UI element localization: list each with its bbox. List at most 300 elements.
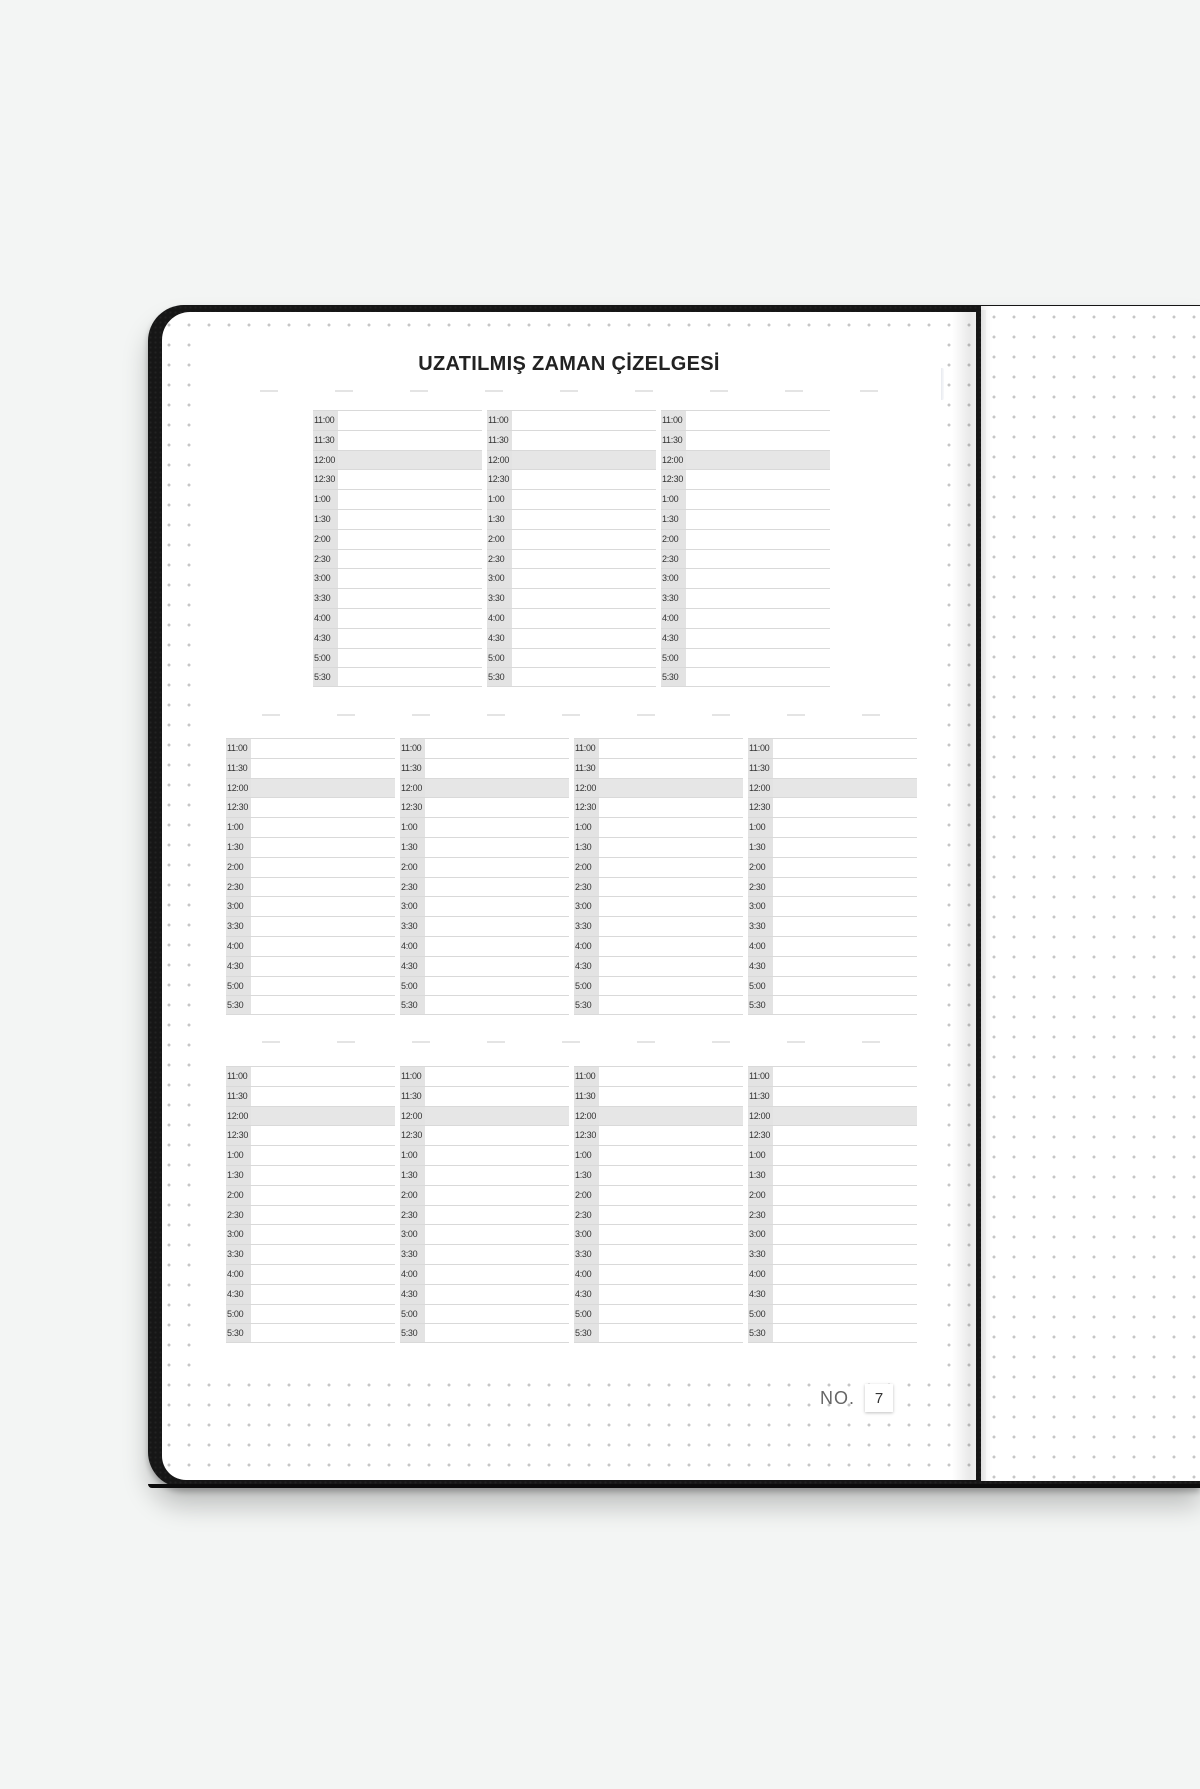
time-slot-label: 12:30 — [226, 1126, 251, 1145]
time-slot-row — [487, 588, 656, 608]
time-slot-row — [400, 956, 569, 976]
time-slot-label: 2:00 — [574, 1186, 599, 1205]
time-slot-row — [574, 995, 743, 1015]
page-title: UZATILMIŞ ZAMAN ÇİZELGESİ — [418, 353, 720, 375]
time-slot-row — [487, 628, 656, 648]
time-slot-row — [400, 1185, 569, 1205]
time-slot-label: 3:30 — [313, 589, 338, 608]
time-slot-label: 11:00 — [748, 1067, 773, 1086]
time-slot-label: 3:00 — [313, 569, 338, 588]
time-slot-label: 11:30 — [226, 759, 251, 778]
time-slot-row — [574, 976, 743, 996]
time-slot-row — [748, 797, 917, 817]
schedule-column — [748, 1066, 917, 1343]
time-slot-label: 11:00 — [400, 739, 425, 758]
time-slot-row — [574, 758, 743, 778]
time-slot-row — [574, 1244, 743, 1264]
time-slot-row — [487, 608, 656, 628]
time-slot-label: 5:00 — [574, 1305, 599, 1324]
dash-rule — [262, 1041, 882, 1043]
time-slot-label: 11:30 — [226, 1087, 251, 1106]
time-slot-row — [226, 758, 395, 778]
time-slot-label: 3:30 — [748, 1245, 773, 1264]
time-slot-row — [226, 1125, 395, 1145]
time-slot-row — [748, 1323, 917, 1343]
time-slot-row — [226, 936, 395, 956]
time-slot-label: 5:30 — [748, 996, 773, 1014]
schedule-column — [400, 1066, 569, 1343]
time-slot-label: 5:00 — [313, 649, 338, 668]
time-slot-label: 2:30 — [313, 550, 338, 569]
time-slot-row — [226, 837, 395, 857]
time-slot-row — [487, 648, 656, 668]
time-slot-label: 5:30 — [400, 996, 425, 1014]
time-slot-label: 2:00 — [661, 530, 686, 549]
page-number-label: NO. — [820, 1387, 856, 1408]
time-slot-row — [226, 1224, 395, 1244]
time-slot-label: 2:30 — [748, 1206, 773, 1225]
time-slot-label: 3:00 — [748, 897, 773, 916]
time-slot-label: 12:00 — [400, 779, 425, 798]
time-slot-label: 1:30 — [400, 1166, 425, 1185]
time-slot-row — [748, 778, 917, 798]
page-number-box: 7 — [865, 1384, 893, 1412]
time-slot-label: 12:30 — [748, 1126, 773, 1145]
time-slot-label: 1:00 — [226, 1146, 251, 1165]
time-slot-row — [661, 450, 830, 470]
time-slot-label: 5:00 — [487, 649, 512, 668]
time-slot-row — [574, 1165, 743, 1185]
time-slot-label: 12:30 — [400, 798, 425, 817]
time-slot-label: 12:00 — [748, 779, 773, 798]
time-slot-row — [487, 430, 656, 450]
time-slot-label: 3:00 — [226, 1225, 251, 1244]
time-slot-row — [574, 916, 743, 936]
schedule-column — [661, 410, 830, 687]
time-slot-row — [661, 509, 830, 529]
time-slot-row — [226, 1205, 395, 1225]
time-slot-label: 3:30 — [400, 1245, 425, 1264]
time-slot-label: 12:30 — [400, 1126, 425, 1145]
time-slot-label: 11:30 — [748, 759, 773, 778]
time-slot-row — [748, 956, 917, 976]
time-slot-row — [313, 667, 482, 687]
time-slot-row — [400, 817, 569, 837]
time-slot-row — [661, 469, 830, 489]
time-slot-label: 4:00 — [661, 609, 686, 628]
time-slot-label: 2:30 — [226, 1206, 251, 1225]
time-slot-label: 11:00 — [487, 411, 512, 430]
time-slot-label: 2:30 — [574, 878, 599, 897]
schedule-column — [574, 738, 743, 1015]
time-slot-label: 1:00 — [574, 818, 599, 837]
time-slot-row — [400, 738, 569, 758]
time-slot-row — [487, 529, 656, 549]
time-slot-row — [226, 1323, 395, 1343]
time-slot-label: 1:00 — [400, 1146, 425, 1165]
time-slot-row — [661, 628, 830, 648]
time-slot-label: 3:00 — [574, 897, 599, 916]
time-slot-row — [748, 1086, 917, 1106]
time-slot-label: 3:00 — [226, 897, 251, 916]
time-slot-label: 4:30 — [574, 957, 599, 976]
time-slot-row — [400, 896, 569, 916]
time-slot-label: 12:30 — [487, 470, 512, 489]
time-slot-label: 2:30 — [661, 550, 686, 569]
time-slot-label: 4:00 — [313, 609, 338, 628]
time-slot-label: 12:30 — [748, 798, 773, 817]
time-slot-row — [226, 916, 395, 936]
time-slot-label: 12:00 — [574, 779, 599, 798]
time-slot-row — [748, 877, 917, 897]
time-slot-row — [574, 738, 743, 758]
time-slot-label: 5:30 — [226, 996, 251, 1014]
time-slot-label: 5:30 — [313, 668, 338, 686]
time-slot-label: 11:30 — [661, 431, 686, 450]
schedule-column — [400, 738, 569, 1015]
time-slot-label: 12:00 — [226, 779, 251, 798]
time-slot-row — [313, 608, 482, 628]
time-slot-row — [748, 1106, 917, 1126]
time-slot-label: 1:00 — [748, 1146, 773, 1165]
time-slot-row — [574, 1284, 743, 1304]
time-slot-row — [226, 877, 395, 897]
time-slot-label: 4:30 — [487, 629, 512, 648]
time-slot-label: 1:30 — [748, 838, 773, 857]
time-slot-label: 1:00 — [226, 818, 251, 837]
time-slot-label: 5:30 — [400, 1324, 425, 1342]
time-slot-row — [661, 489, 830, 509]
time-slot-label: 2:00 — [400, 858, 425, 877]
time-slot-row — [400, 1264, 569, 1284]
time-slot-row — [313, 648, 482, 668]
time-slot-row — [574, 1304, 743, 1324]
time-slot-row — [748, 936, 917, 956]
time-slot-row — [661, 588, 830, 608]
time-slot-row — [748, 1264, 917, 1284]
time-slot-label: 5:00 — [748, 977, 773, 996]
time-slot-row — [400, 877, 569, 897]
time-slot-row — [226, 778, 395, 798]
time-slot-row — [400, 1165, 569, 1185]
time-slot-row — [574, 1185, 743, 1205]
time-slot-row — [661, 648, 830, 668]
time-slot-label: 3:00 — [661, 569, 686, 588]
time-slot-row — [400, 758, 569, 778]
time-slot-label: 12:30 — [661, 470, 686, 489]
time-slot-row — [748, 1125, 917, 1145]
time-slot-row — [226, 1066, 395, 1086]
time-slot-label: 5:00 — [400, 1305, 425, 1324]
time-slot-label: 4:00 — [226, 937, 251, 956]
time-slot-row — [574, 1323, 743, 1343]
time-slot-row — [400, 936, 569, 956]
time-slot-row — [226, 995, 395, 1015]
time-slot-label: 11:00 — [400, 1067, 425, 1086]
schedule-section-1 — [313, 410, 830, 687]
time-slot-row — [313, 588, 482, 608]
time-slot-label: 4:00 — [400, 1265, 425, 1284]
time-slot-row — [313, 450, 482, 470]
time-slot-label: 4:00 — [487, 609, 512, 628]
time-slot-row — [748, 995, 917, 1015]
time-slot-row — [226, 738, 395, 758]
time-slot-row — [313, 509, 482, 529]
time-slot-row — [574, 1106, 743, 1126]
time-slot-row — [574, 896, 743, 916]
time-slot-label: 12:00 — [487, 451, 512, 470]
time-slot-label: 2:00 — [487, 530, 512, 549]
time-slot-label: 3:00 — [400, 1225, 425, 1244]
time-slot-row — [661, 529, 830, 549]
time-slot-row — [313, 430, 482, 450]
time-slot-row — [226, 797, 395, 817]
time-slot-label: 4:00 — [748, 1265, 773, 1284]
time-slot-row — [313, 469, 482, 489]
time-slot-label: 4:30 — [574, 1285, 599, 1304]
time-slot-label: 4:30 — [400, 1285, 425, 1304]
time-slot-label: 4:00 — [748, 937, 773, 956]
time-slot-row — [748, 1205, 917, 1225]
schedule-section-3 — [226, 1066, 917, 1343]
time-slot-label: 3:30 — [226, 1245, 251, 1264]
time-slot-label: 1:30 — [574, 838, 599, 857]
time-slot-row — [487, 489, 656, 509]
time-slot-label: 3:30 — [400, 917, 425, 936]
time-slot-row — [748, 738, 917, 758]
page-number — [820, 1384, 893, 1412]
time-slot-label: 3:00 — [487, 569, 512, 588]
time-slot-label: 2:00 — [748, 1186, 773, 1205]
time-slot-row — [313, 628, 482, 648]
time-slot-row — [748, 837, 917, 857]
time-slot-label: 1:30 — [661, 510, 686, 529]
time-slot-row — [400, 1205, 569, 1225]
time-slot-label: 1:30 — [400, 838, 425, 857]
time-slot-label: 11:30 — [313, 431, 338, 450]
time-slot-row — [226, 1165, 395, 1185]
time-slot-row — [487, 667, 656, 687]
schedule-section-2 — [226, 738, 917, 1015]
time-slot-row — [226, 857, 395, 877]
time-slot-row — [574, 817, 743, 837]
time-slot-label: 5:30 — [661, 668, 686, 686]
time-slot-row — [400, 1106, 569, 1126]
time-slot-label: 1:00 — [661, 490, 686, 509]
time-slot-label: 1:30 — [226, 1166, 251, 1185]
time-slot-label: 5:00 — [574, 977, 599, 996]
time-slot-row — [574, 1066, 743, 1086]
time-slot-row — [400, 778, 569, 798]
time-slot-row — [574, 857, 743, 877]
time-slot-label: 12:00 — [226, 1107, 251, 1126]
time-slot-row — [400, 1284, 569, 1304]
time-slot-row — [574, 797, 743, 817]
time-slot-label: 3:30 — [661, 589, 686, 608]
time-slot-label: 3:30 — [574, 917, 599, 936]
time-slot-label: 4:30 — [748, 957, 773, 976]
time-slot-label: 2:00 — [226, 858, 251, 877]
time-slot-label: 3:00 — [748, 1225, 773, 1244]
time-slot-row — [574, 956, 743, 976]
time-slot-label: 11:30 — [400, 1087, 425, 1106]
schedule-column — [487, 410, 656, 687]
time-slot-label: 4:30 — [748, 1285, 773, 1304]
time-slot-row — [748, 1284, 917, 1304]
schedule-column — [226, 738, 395, 1015]
time-slot-row — [574, 837, 743, 857]
time-slot-label: 4:00 — [400, 937, 425, 956]
time-slot-label: 11:00 — [313, 411, 338, 430]
time-slot-row — [487, 469, 656, 489]
time-slot-row — [574, 936, 743, 956]
time-slot-label: 4:00 — [574, 937, 599, 956]
time-slot-row — [748, 1224, 917, 1244]
time-slot-label: 2:30 — [487, 550, 512, 569]
time-slot-row — [574, 1125, 743, 1145]
time-slot-label: 4:30 — [400, 957, 425, 976]
time-slot-row — [574, 1264, 743, 1284]
time-slot-row — [661, 608, 830, 628]
time-slot-label: 1:30 — [226, 838, 251, 857]
time-slot-label: 3:30 — [226, 917, 251, 936]
time-slot-label: 3:00 — [574, 1225, 599, 1244]
time-slot-row — [574, 1086, 743, 1106]
time-slot-label: 12:30 — [226, 798, 251, 817]
time-slot-row — [748, 1185, 917, 1205]
time-slot-label: 2:00 — [400, 1186, 425, 1205]
time-slot-label: 5:00 — [661, 649, 686, 668]
time-slot-label: 4:30 — [313, 629, 338, 648]
time-slot-row — [661, 410, 830, 430]
time-slot-label: 5:30 — [748, 1324, 773, 1342]
time-slot-label: 3:30 — [748, 917, 773, 936]
time-slot-row — [400, 857, 569, 877]
time-slot-label: 11:30 — [487, 431, 512, 450]
time-slot-label: 11:00 — [661, 411, 686, 430]
time-slot-label: 11:00 — [574, 739, 599, 758]
time-slot-row — [487, 549, 656, 569]
time-slot-row — [487, 568, 656, 588]
time-slot-label: 4:30 — [226, 1285, 251, 1304]
time-slot-label: 11:00 — [748, 739, 773, 758]
time-slot-label: 2:00 — [748, 858, 773, 877]
time-slot-label: 11:30 — [574, 1087, 599, 1106]
time-slot-row — [661, 568, 830, 588]
time-slot-row — [400, 1304, 569, 1324]
time-slot-row — [748, 1145, 917, 1165]
time-slot-label: 1:00 — [748, 818, 773, 837]
time-slot-label: 12:30 — [313, 470, 338, 489]
time-slot-row — [487, 410, 656, 430]
time-slot-row — [400, 1244, 569, 1264]
time-slot-row — [226, 1185, 395, 1205]
time-slot-row — [400, 1125, 569, 1145]
time-slot-label: 5:30 — [574, 1324, 599, 1342]
time-slot-row — [748, 758, 917, 778]
time-slot-label: 1:30 — [748, 1166, 773, 1185]
time-slot-label: 5:30 — [226, 1324, 251, 1342]
dash-rule — [262, 714, 882, 716]
time-slot-row — [313, 549, 482, 569]
time-slot-row — [748, 1165, 917, 1185]
time-slot-row — [226, 1106, 395, 1126]
time-slot-label: 1:30 — [487, 510, 512, 529]
time-slot-row — [313, 529, 482, 549]
time-slot-row — [313, 489, 482, 509]
time-slot-label: 12:00 — [661, 451, 686, 470]
time-slot-row — [226, 976, 395, 996]
time-slot-row — [313, 410, 482, 430]
time-slot-label: 3:30 — [574, 1245, 599, 1264]
time-slot-label: 3:00 — [400, 897, 425, 916]
time-slot-label: 1:00 — [574, 1146, 599, 1165]
schedule-column — [748, 738, 917, 1015]
time-slot-row — [400, 916, 569, 936]
time-slot-label: 1:30 — [313, 510, 338, 529]
schedule-column — [574, 1066, 743, 1343]
time-slot-label: 2:00 — [226, 1186, 251, 1205]
time-slot-label: 3:30 — [487, 589, 512, 608]
time-slot-row — [748, 817, 917, 837]
time-slot-row — [226, 1264, 395, 1284]
time-slot-label: 5:30 — [487, 668, 512, 686]
time-slot-row — [748, 976, 917, 996]
time-slot-row — [400, 837, 569, 857]
time-slot-label: 11:30 — [748, 1087, 773, 1106]
time-slot-row — [748, 1066, 917, 1086]
time-slot-label: 11:00 — [226, 1067, 251, 1086]
time-slot-row — [574, 1205, 743, 1225]
time-slot-row — [748, 916, 917, 936]
time-slot-label: 12:30 — [574, 1126, 599, 1145]
time-slot-label: 1:00 — [487, 490, 512, 509]
time-slot-row — [400, 1086, 569, 1106]
time-slot-label: 11:00 — [574, 1067, 599, 1086]
time-slot-label: 1:00 — [313, 490, 338, 509]
time-slot-label: 11:00 — [226, 739, 251, 758]
dash-rule — [260, 390, 880, 392]
time-slot-label: 2:00 — [574, 858, 599, 877]
time-slot-row — [226, 1304, 395, 1324]
time-slot-row — [661, 549, 830, 569]
cover-edge — [148, 1484, 1200, 1488]
time-slot-row — [400, 976, 569, 996]
time-slot-row — [748, 1244, 917, 1264]
time-slot-row — [226, 1244, 395, 1264]
time-slot-row — [748, 1304, 917, 1324]
time-slot-row — [400, 797, 569, 817]
time-slot-label: 5:00 — [226, 1305, 251, 1324]
time-slot-row — [400, 1224, 569, 1244]
time-slot-row — [661, 667, 830, 687]
time-slot-row — [313, 568, 482, 588]
time-slot-label: 12:00 — [400, 1107, 425, 1126]
schedule-column — [313, 410, 482, 687]
time-slot-row — [487, 450, 656, 470]
time-slot-row — [574, 1145, 743, 1165]
time-slot-row — [661, 430, 830, 450]
time-slot-label: 4:00 — [574, 1265, 599, 1284]
time-slot-row — [400, 995, 569, 1015]
time-slot-row — [748, 896, 917, 916]
time-slot-label: 11:30 — [400, 759, 425, 778]
time-slot-label: 5:00 — [400, 977, 425, 996]
time-slot-label: 2:30 — [574, 1206, 599, 1225]
time-slot-row — [574, 877, 743, 897]
time-slot-label: 11:30 — [574, 759, 599, 778]
time-slot-label: 12:00 — [748, 1107, 773, 1126]
